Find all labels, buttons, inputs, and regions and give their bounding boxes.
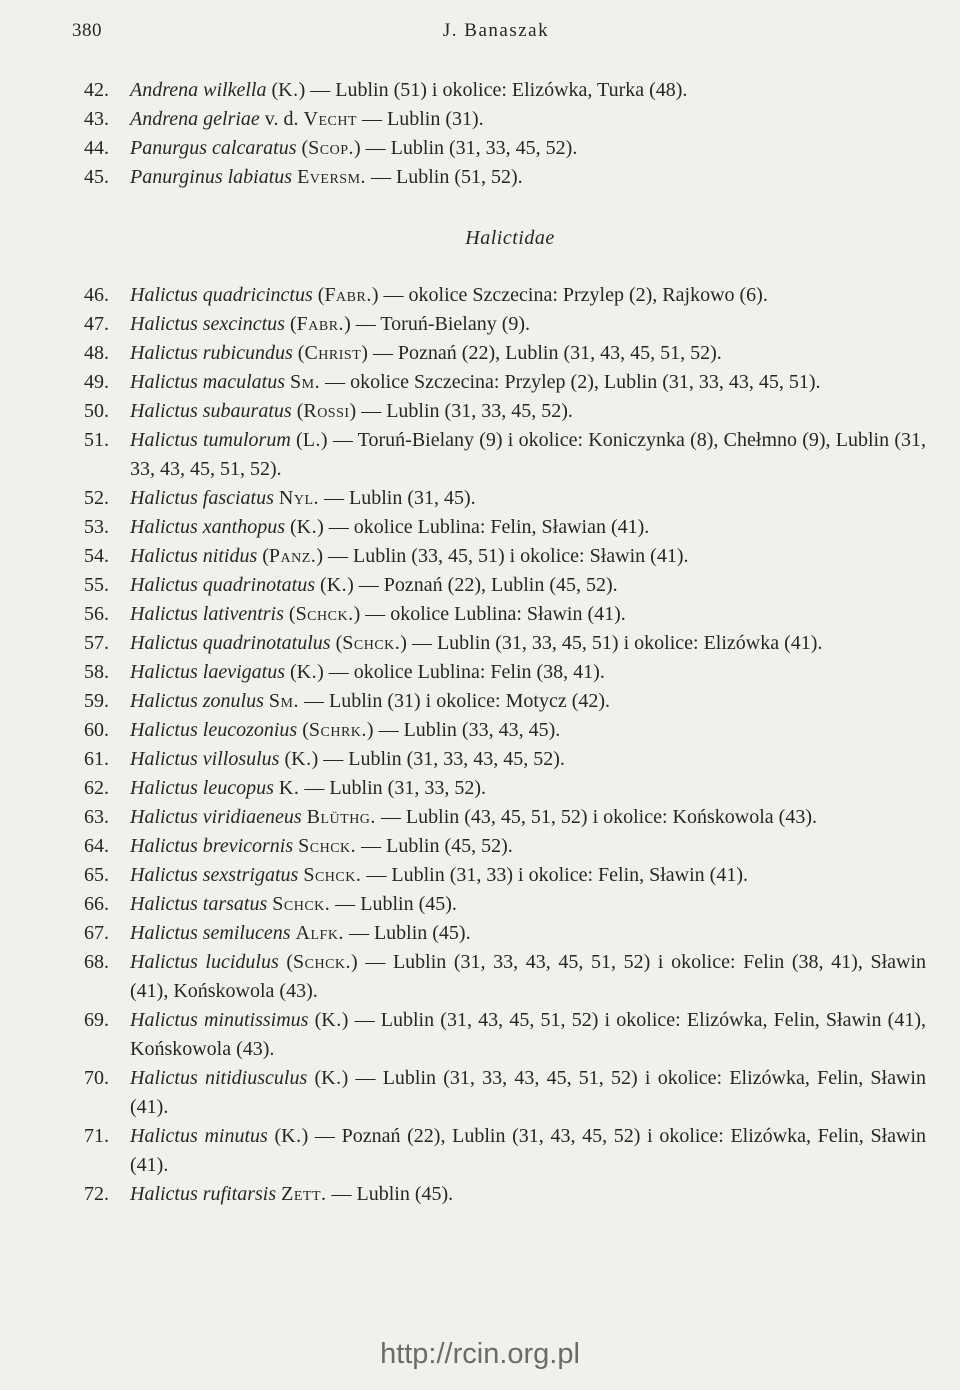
entry-number: 57. — [84, 632, 109, 654]
entry-text: — Lublin (31, 33) i okolice: Felin, Sławin (41). — [361, 864, 748, 886]
author-name: Schck. — [298, 835, 357, 857]
entry-text: v. d. — [259, 108, 304, 130]
taxon-name: Halictus minutus — [130, 1125, 268, 1147]
entry-text: ) — Lublin (31, 43, 45, 51, 52) i okolice: Elizówka, Felin, Sławin (41), Końskowola (43). — [130, 1009, 926, 1060]
entry-text: ) — Lublin (31, 33, 43, 45, 51, 52) i okolice: Elizówka, Felin, Sławin (41). — [130, 1067, 926, 1118]
taxon-name: Halictus tumulorum — [130, 429, 291, 451]
author-name: L. — [302, 429, 321, 451]
list-item — [0, 105, 960, 134]
entry-text: ( — [284, 313, 297, 335]
taxon-name: Halictus quadrinotatulus — [130, 632, 331, 654]
entry-text: ) — okolice Szczecina: Przylep (2), Rajkowo (6). — [371, 284, 768, 306]
list-item — [0, 339, 960, 368]
author-name: Fabr. — [296, 313, 345, 335]
entry-number: 49. — [84, 371, 109, 393]
entry-text: — Lublin (51, 52). — [366, 166, 523, 188]
entry-number: 45. — [84, 166, 109, 188]
entry-number: 69. — [84, 1009, 109, 1031]
entry-number: 60. — [84, 719, 109, 741]
author-name: K. — [278, 777, 300, 799]
list-item — [0, 687, 960, 716]
entry-text: ) — okolice Lublina: Felin (38, 41). — [317, 661, 605, 683]
entry-text: — Lublin (31, 45). — [319, 487, 476, 509]
entry-text: — Lublin (31). — [357, 108, 484, 130]
list-item — [0, 774, 960, 803]
taxon-name: Halictus tarsatus — [130, 893, 268, 915]
entry-number: 48. — [84, 342, 109, 364]
list-item — [0, 919, 960, 948]
entry-number: 47. — [84, 313, 109, 335]
list-item — [0, 1180, 960, 1209]
taxon-name: Panurginus labiatus — [130, 166, 293, 188]
entry-number: 55. — [84, 574, 109, 596]
author-name: Sm. — [290, 371, 321, 393]
entry-text: ( — [296, 137, 309, 159]
entry-text: ( — [292, 342, 305, 364]
author-name: Zett. — [281, 1183, 327, 1205]
page-header — [72, 20, 920, 46]
entry-text: ( — [330, 632, 343, 654]
entry-text: — okolice Szczecina: Przylep (2), Lublin (31, 33, 43, 45, 51). — [320, 371, 821, 393]
author-name: K. — [281, 1125, 302, 1147]
entry-text: ( — [284, 661, 297, 683]
taxon-name: Halictus quadrinotatus — [130, 574, 316, 596]
entry-number: 65. — [84, 864, 109, 886]
entry-text: — Lublin (43, 45, 51, 52) i okolice: Końskowola (43). — [375, 806, 817, 828]
entry-text: ( — [283, 603, 296, 625]
author-name: Schrk. — [308, 719, 367, 741]
list-item — [0, 513, 960, 542]
author-name: Vecht — [303, 108, 357, 130]
entry-number: 64. — [84, 835, 109, 857]
author-name: K. — [296, 516, 318, 538]
author-name: Alfk. — [295, 922, 344, 944]
entry-text: ) — Lublin (33, 43, 45). — [366, 719, 561, 741]
list-item — [0, 716, 960, 745]
entry-number: 56. — [84, 603, 109, 625]
entry-number: 42. — [84, 79, 109, 101]
list-item — [0, 600, 960, 629]
author-name: K. — [321, 1067, 342, 1089]
list-item — [0, 310, 960, 339]
taxon-name: Halictus villosulus — [130, 748, 280, 770]
entry-text: ) — Poznań (22), Lublin (45, 52). — [347, 574, 618, 596]
entry-text: ) — Poznań (22), Lublin (31, 43, 45, 51, 52). — [361, 342, 722, 364]
entry-number: 54. — [84, 545, 109, 567]
list-item — [0, 948, 960, 1006]
author-name: Rossi — [303, 400, 350, 422]
entry-text: — Lublin (31) i okolice: Motycz (42). — [298, 690, 611, 712]
entry-text: — Lublin (45, 52). — [356, 835, 513, 857]
author-name: K. — [326, 574, 348, 596]
page-number: 380 — [72, 20, 102, 41]
author-name: Eversm. — [297, 166, 367, 188]
entries-before-section — [0, 76, 960, 192]
list-item — [0, 1122, 960, 1180]
taxon-name: Panurgus calcaratus — [130, 137, 297, 159]
running-head: J. Banaszak — [442, 20, 550, 41]
entry-text: ) — Lublin (33, 45, 51) i okolice: Sławin (41). — [316, 545, 689, 567]
entry-text: ( — [279, 748, 292, 770]
taxon-name: Halictus nitidus — [130, 545, 258, 567]
taxon-name: Halictus xanthopus — [130, 516, 285, 538]
taxon-name: Halictus fasciatus — [130, 487, 274, 509]
list-item — [0, 281, 960, 310]
author-name: K. — [291, 748, 312, 770]
taxon-name: Andrena gelriae — [130, 108, 260, 130]
entry-number: 44. — [84, 137, 109, 159]
list-item — [0, 658, 960, 687]
author-name: K. — [321, 1009, 342, 1031]
taxon-name: Halictus quadricinctus — [130, 284, 313, 306]
list-item — [0, 745, 960, 774]
entry-number: 71. — [84, 1125, 109, 1147]
entry-number: 51. — [84, 429, 109, 451]
author-name: Christ — [304, 342, 362, 364]
entry-number: 70. — [84, 1067, 109, 1089]
list-item — [0, 1006, 960, 1064]
author-name: K. — [296, 661, 318, 683]
list-item — [0, 861, 960, 890]
taxon-name: Halictus lucidulus — [130, 951, 279, 973]
list-item — [0, 542, 960, 571]
entry-text: ) — okolice Lublina: Felin, Sławian (41). — [317, 516, 650, 538]
entry-text: ) — Toruń-Bielany (9) i okolice: Koniczynka (8), Chełmno (9), Lublin (31, 33, 43, 45, 51, 52). — [130, 429, 926, 480]
entry-text: ( — [285, 516, 297, 538]
list-item — [0, 629, 960, 658]
entry-text: ) — Lublin (31, 33, 43, 45, 51, 52) i okolice: Felin (38, 41), Sławin (41), Końskowola (43). — [130, 951, 926, 1002]
author-name: Schck. — [295, 603, 354, 625]
taxon-name: Halictus nitidiusculus — [130, 1067, 308, 1089]
list-item — [0, 368, 960, 397]
list-item — [0, 134, 960, 163]
taxon-name: Halictus sexstrigatus — [130, 864, 299, 886]
entry-text: ( — [297, 719, 309, 741]
list-item — [0, 832, 960, 861]
entry-number: 66. — [84, 893, 109, 915]
entry-text: ( — [312, 284, 325, 306]
taxon-name: Halictus leucopus — [130, 777, 274, 799]
entry-text: ( — [308, 1009, 322, 1031]
entry-number: 63. — [84, 806, 109, 828]
taxon-name: Halictus minutissimus — [130, 1009, 309, 1031]
list-item — [0, 426, 960, 484]
list-item — [0, 484, 960, 513]
entry-text: ) — Lublin (31, 33, 45, 51) i okolice: Elizówka (41). — [400, 632, 823, 654]
taxon-name: Halictus lativentris — [130, 603, 284, 625]
list-item — [0, 571, 960, 600]
section-heading: Halictidae — [465, 227, 555, 249]
taxon-name: Halictus sexcinctus — [130, 313, 285, 335]
species-list — [0, 76, 960, 1209]
entries-after-section — [0, 281, 960, 1209]
entry-text: ) — Lublin (31, 33, 43, 45, 52). — [311, 748, 565, 770]
author-name: Schck. — [342, 632, 401, 654]
entry-text: ) — Lublin (31, 33, 45, 52). — [349, 400, 573, 422]
entry-text: ) — Poznań (22), Lublin (31, 43, 45, 52) i okolice: Elizówka, Felin, Sławin (41). — [130, 1125, 927, 1176]
entry-text: ) — okolice Lublina: Sławin (41). — [353, 603, 626, 625]
taxon-name: Halictus laevigatus — [130, 661, 285, 683]
entry-text: ) — Lublin (31, 33, 45, 52). — [354, 137, 578, 159]
entry-text: ( — [290, 429, 303, 451]
entry-text: ( — [267, 1125, 282, 1147]
list-item — [0, 803, 960, 832]
taxon-name: Halictus viridiaeneus — [130, 806, 302, 828]
taxon-name: Halictus subauratus — [130, 400, 292, 422]
taxon-name: Halictus zonulus — [130, 690, 264, 712]
list-item — [0, 76, 960, 105]
list-item — [0, 163, 960, 192]
entry-text: — Lublin (31, 33, 52). — [299, 777, 486, 799]
entry-number: 67. — [84, 922, 109, 944]
entry-text: ( — [307, 1067, 322, 1089]
list-item — [0, 890, 960, 919]
taxon-name: Halictus rubicundus — [130, 342, 293, 364]
footer-url[interactable]: http://rcin.org.pl — [380, 1338, 580, 1370]
entry-text: ) — Lublin (51) i okolice: Elizówka, Turka (48). — [298, 79, 688, 101]
author-name: Panz. — [268, 545, 317, 567]
author-name: Schck. — [272, 893, 331, 915]
author-name: Blüthg. — [306, 806, 376, 828]
entry-number: 59. — [84, 690, 109, 712]
entry-number: 61. — [84, 748, 109, 770]
entry-text: ( — [291, 400, 304, 422]
author-name: Sm. — [268, 690, 299, 712]
entry-text: ( — [278, 951, 294, 973]
entry-number: 58. — [84, 661, 109, 683]
entry-text: ) — Toruń-Bielany (9). — [344, 313, 531, 335]
author-name: Schck. — [303, 864, 362, 886]
taxon-name: Andrena wilkella — [130, 79, 267, 101]
taxon-name: Halictus semilucens — [130, 922, 291, 944]
taxon-name: Halictus brevicornis — [130, 835, 294, 857]
entry-number: 43. — [84, 108, 109, 130]
entry-text: — Lublin (45). — [330, 893, 457, 915]
entry-text: ( — [257, 545, 269, 567]
taxon-name: Halictus maculatus — [130, 371, 285, 393]
entry-number: 52. — [84, 487, 109, 509]
taxon-name: Halictus rufitarsis — [130, 1183, 277, 1205]
author-name: Fabr. — [324, 284, 372, 306]
entry-number: 50. — [84, 400, 109, 422]
entry-text: ( — [315, 574, 327, 596]
taxon-name: Halictus leucozonius — [130, 719, 298, 741]
list-item — [0, 1064, 960, 1122]
list-item — [0, 397, 960, 426]
entry-text: ( — [266, 79, 279, 101]
author-name: Nyl. — [278, 487, 319, 509]
author-name: Scop. — [308, 137, 355, 159]
entry-text: — Lublin (45). — [343, 922, 471, 944]
author-name: K. — [278, 79, 299, 101]
entry-number: 62. — [84, 777, 109, 799]
entry-text: — Lublin (45). — [326, 1183, 454, 1205]
author-name: Schck. — [293, 951, 352, 973]
entry-number: 53. — [84, 516, 109, 538]
entry-number: 68. — [84, 951, 109, 973]
entry-number: 46. — [84, 284, 109, 306]
entry-number: 72. — [84, 1183, 109, 1205]
